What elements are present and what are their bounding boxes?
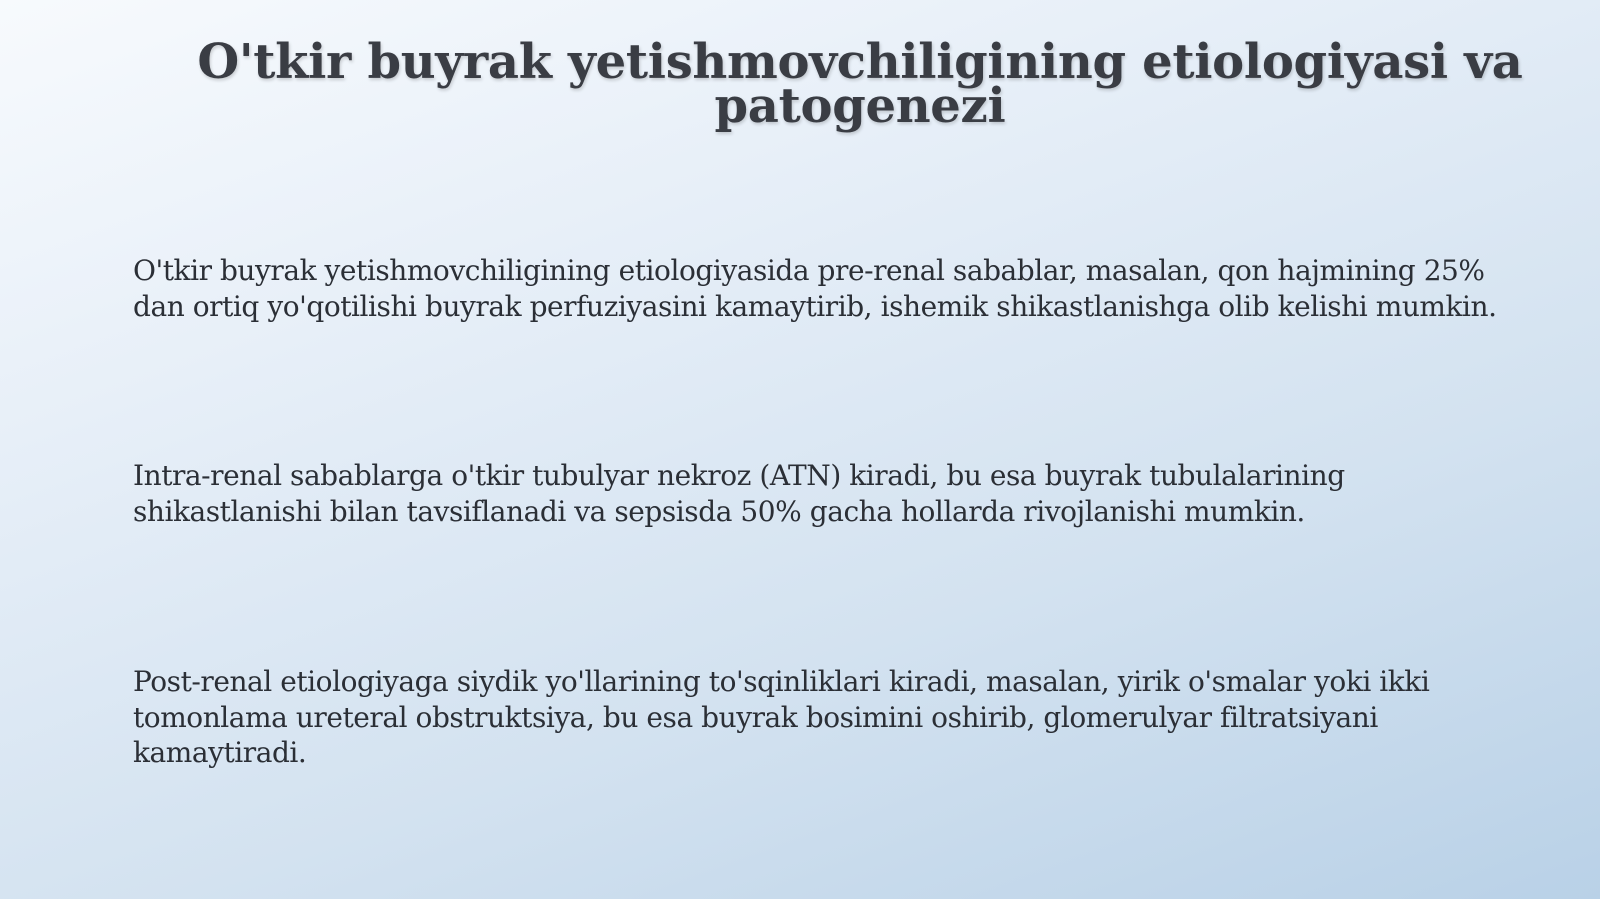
slide-title: O'tkir buyrak yetishmovchiligining etiologiyasi va patogenezi — [197, 34, 1523, 134]
paragraph-post-renal: Post-renal etiologiyaga siydik yo'llarining to'sqinliklari kiradi, masalan, yirik o'smalar yoki ikki tomonlama ureteral obstruktsiya, bu esa buyrak bosimini oshirib, glomerulyar filtratsiyani kamaytiradi. — [133, 665, 1430, 769]
paragraph-intra-renal: Intra-renal sabablarga o'tkir tubulyar nekroz (ATN) kiradi, bu esa buyrak tubulalarining shikastlanishi bilan tavsiflanadi va sepsisda 50% gacha hollarda rivojlanishi mumkin. — [133, 459, 1345, 528]
paragraph-pre-renal: O'tkir buyrak yetishmovchiligining etiologiyasida pre-renal sabablar, masalan, qon hajmining 25% dan ortiq yo'qotilishi buyrak perfuziyasini kamaytirib, ishemik shikastlanishga olib kelishi mumkin. — [133, 254, 1497, 323]
